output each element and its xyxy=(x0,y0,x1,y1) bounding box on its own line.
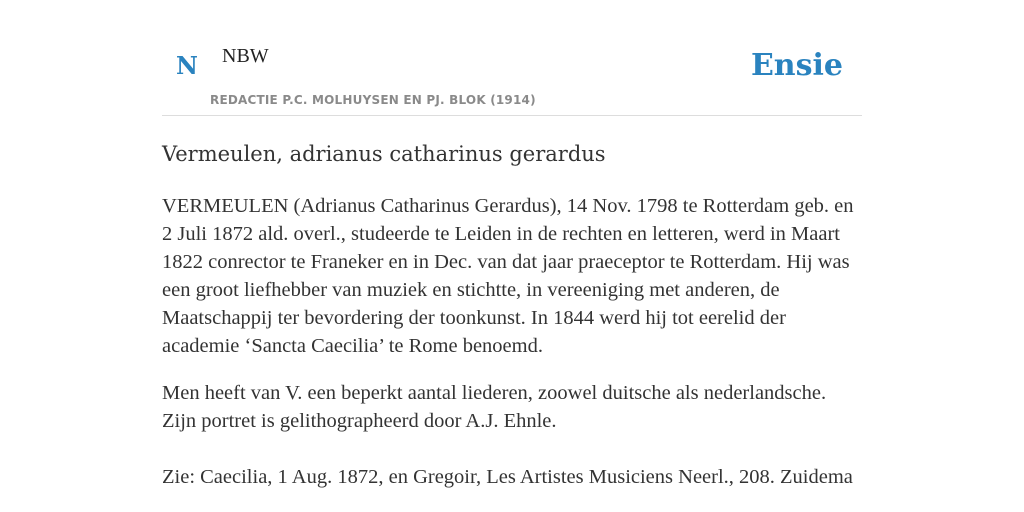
ensie-brand-link[interactable]: Ensie xyxy=(750,48,843,83)
article-paragraph: Zie: Caecilia, 1 Aug. 1872, en Gregoir, Les Artistes Musiciens Neerl., 208. Zuidema xyxy=(162,466,853,488)
article-paragraph: VERMEULEN (Adrianus Catharinus Gerardus), 14 Nov. 1798 te Rotterdam geb. en 2 Juli 1872 ald. overl., studeerde te Leiden in de rechten en letteren, werd in Maart 1822 conrector te Franeker en in Dec. van dat jaar praeceptor te Rotterdam. Hij was een groot liefhebber van muziek en stichtte, in vereeniging met anderen, de Maatschappij ter bevordering der toonkunst. In 1844 werd hij tot eerelid der academie ‘Sancta Caecilia’ te Rome benoemd. xyxy=(162,195,854,357)
source-logo-link[interactable]: N xyxy=(176,51,198,80)
page-container xyxy=(162,0,862,488)
article-title: Vermeulen, adrianus catharinus gerardus xyxy=(162,142,606,166)
source-name: NBW xyxy=(222,45,269,67)
editors-line: REDACTIE P.C. MOLHUYSEN EN PJ. BLOK (1914) xyxy=(210,93,536,107)
article-paragraph: Men heeft van V. een beperkt aantal liederen, zoowel duitsche als nederlandsche. Zijn portret is gelithographeerd door A.J. Ehnle. xyxy=(162,382,827,432)
page-header xyxy=(162,0,862,116)
